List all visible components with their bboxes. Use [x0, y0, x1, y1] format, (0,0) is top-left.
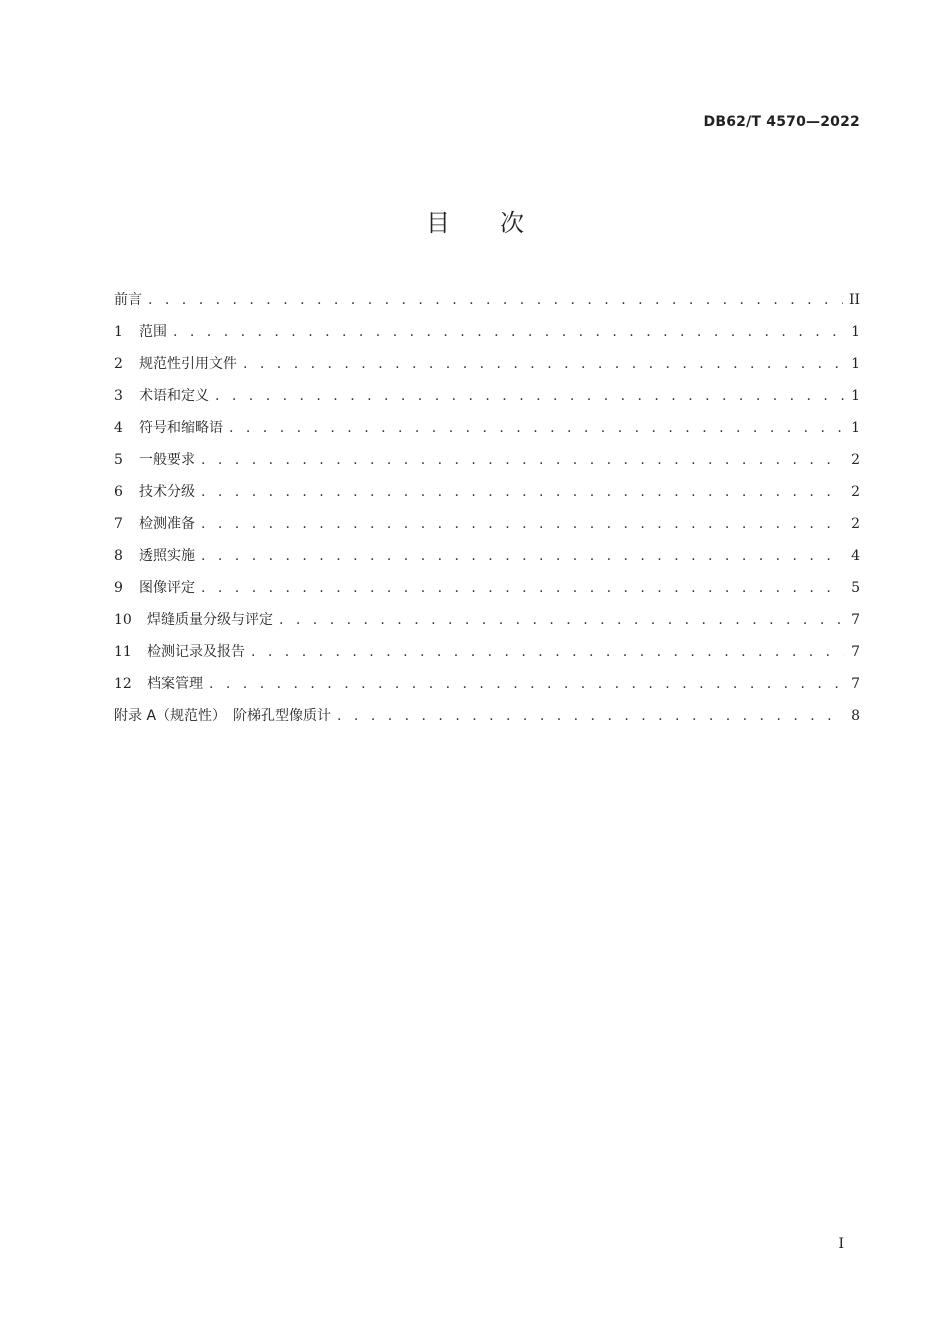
- toc-entry-3[interactable]: [114, 384, 860, 416]
- page-number: I: [838, 1236, 844, 1252]
- toc-entry-label: 技术分级: [139, 484, 195, 500]
- toc-dot-leader: [337, 704, 844, 728]
- toc-dot-leader: [251, 640, 844, 664]
- toc-dot-leader: [201, 448, 844, 472]
- toc-dot-leader: [148, 288, 843, 312]
- toc-entry-2[interactable]: [114, 352, 860, 384]
- toc-entry-page: 1: [851, 420, 860, 436]
- toc-dot-leader: [201, 480, 844, 504]
- toc-dot-leader: [279, 608, 844, 632]
- toc-dot-leader: [229, 416, 844, 440]
- toc-entry-1[interactable]: [114, 320, 860, 352]
- toc-entry-appendix-a[interactable]: [114, 704, 860, 736]
- toc-entry-9[interactable]: [114, 576, 860, 608]
- toc-entry-number: 11: [114, 644, 132, 660]
- toc-entry-page: 2: [851, 484, 860, 500]
- toc-entry-label: 图像评定: [139, 580, 195, 596]
- toc-entry-number: 9: [114, 580, 123, 596]
- toc-dot-leader: [201, 512, 844, 536]
- toc-entry-page: 8: [851, 708, 860, 724]
- toc-dot-leader: [201, 544, 844, 568]
- toc-entry-label: 透照实施: [139, 548, 195, 564]
- toc-entry-label: 附录 A（规范性） 阶梯孔型像质计: [114, 708, 332, 724]
- toc-entry-label: 检测准备: [139, 516, 195, 532]
- toc-entry-page: 1: [851, 388, 860, 404]
- toc-entry-label: 范围: [139, 324, 167, 340]
- toc-title: 目次: [426, 209, 574, 237]
- toc-dot-leader: [243, 352, 844, 376]
- toc-entry-12[interactable]: [114, 672, 860, 704]
- toc-entry-number: 8: [114, 548, 123, 564]
- toc-entry-number: 1: [114, 324, 123, 340]
- toc-entry-number: 6: [114, 484, 123, 500]
- toc-entry-page: 1: [851, 356, 860, 372]
- toc-entry-number: 4: [114, 420, 123, 436]
- toc-entry-10[interactable]: [114, 608, 860, 640]
- table-of-contents: [114, 288, 860, 736]
- toc-entry-page: 5: [851, 580, 860, 596]
- toc-entry-7[interactable]: [114, 512, 860, 544]
- toc-entry-label: 符号和缩略语: [139, 420, 223, 436]
- document-code: DB62/T 4570—2022: [703, 114, 860, 130]
- toc-entry-label: 焊缝质量分级与评定: [147, 612, 273, 628]
- toc-entry-preface[interactable]: [114, 288, 860, 320]
- toc-entry-number: 3: [114, 388, 123, 404]
- toc-dot-leader: [173, 320, 844, 344]
- toc-entry-number: 12: [114, 676, 132, 692]
- toc-entry-label: 前言: [114, 292, 142, 308]
- toc-dot-leader: [209, 672, 844, 696]
- toc-entry-page: 7: [851, 612, 860, 628]
- toc-entry-page: 7: [851, 644, 860, 660]
- toc-entry-label: 检测记录及报告: [147, 644, 245, 660]
- toc-entry-5[interactable]: [114, 448, 860, 480]
- toc-entry-page: 4: [851, 548, 860, 564]
- toc-entry-number: 2: [114, 356, 123, 372]
- toc-dot-leader: [215, 384, 844, 408]
- toc-entry-4[interactable]: [114, 416, 860, 448]
- toc-entry-number: 5: [114, 452, 123, 468]
- toc-entry-number: 7: [114, 516, 123, 532]
- toc-entry-6[interactable]: [114, 480, 860, 512]
- toc-entry-page: 2: [851, 452, 860, 468]
- toc-entry-label: 档案管理: [147, 676, 203, 692]
- toc-entry-11[interactable]: [114, 640, 860, 672]
- toc-entry-8[interactable]: [114, 544, 860, 576]
- toc-entry-label: 规范性引用文件: [139, 356, 237, 372]
- toc-entry-page: 2: [851, 516, 860, 532]
- toc-entry-page: 1: [851, 324, 860, 340]
- toc-entry-label: 一般要求: [139, 452, 195, 468]
- toc-entry-number: 10: [114, 612, 132, 628]
- toc-entry-label: 术语和定义: [139, 388, 209, 404]
- toc-dot-leader: [201, 576, 844, 600]
- toc-entry-page: II: [848, 292, 860, 308]
- toc-entry-page: 7: [851, 676, 860, 692]
